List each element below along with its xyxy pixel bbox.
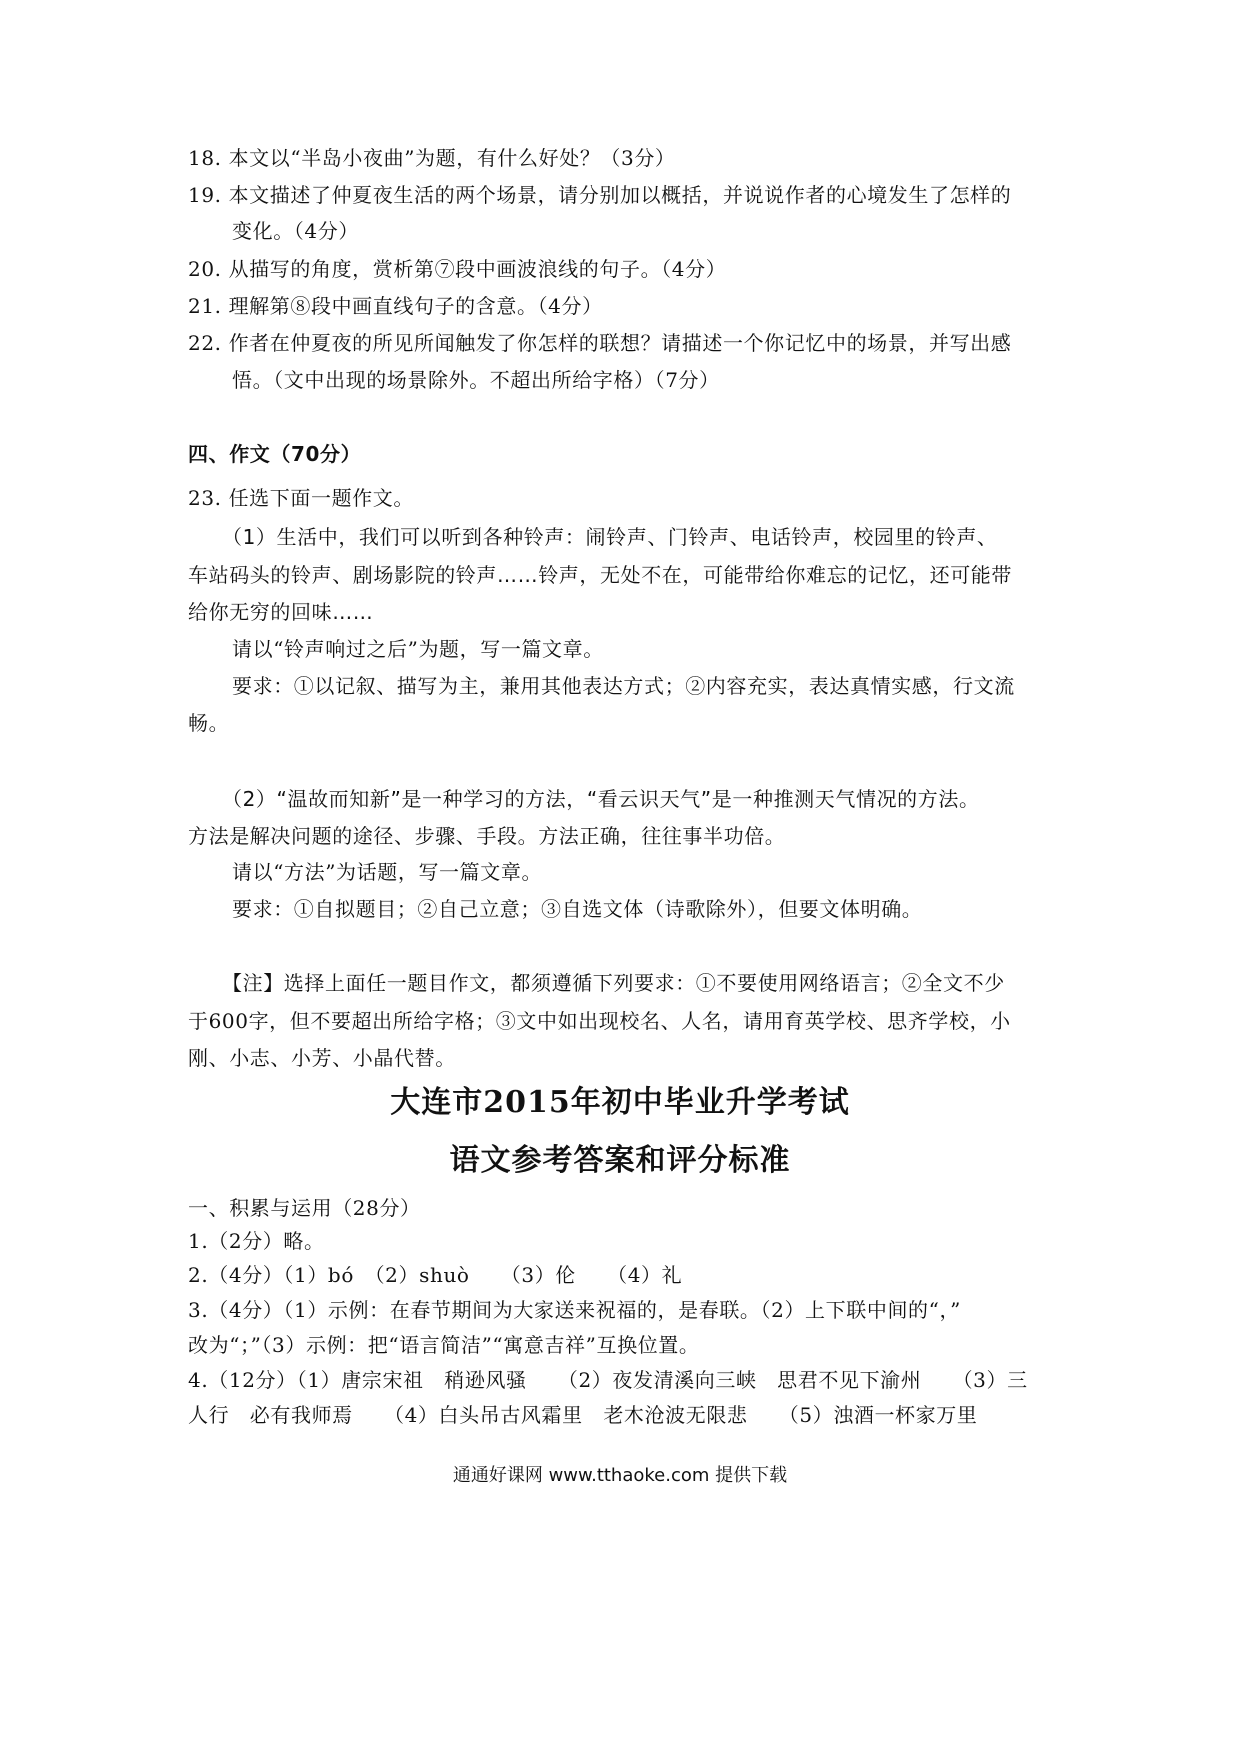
option-2-prompt: 请以“方法”为话题，写一篇文章。 xyxy=(232,860,543,884)
option-1-line-3: 给你无穷的回味…… xyxy=(188,600,374,624)
option-2-line-1: （2）“温故而知新”是一种学习的方法，“看云识天气”是一种推测天气情况的方法。 xyxy=(222,787,980,811)
question-21: 21. 理解第⑧段中画直线句子的含意。（4分） xyxy=(188,294,603,318)
option-1-line-2: 车站码头的铃声、剧场影院的铃声……铃声，无处不在，可能带给你难忘的记忆，还可能带 xyxy=(188,563,1012,587)
answer-1: 1.（2分）略。 xyxy=(188,1229,325,1253)
answer-3-line-2: 改为“；”（3）示例：把“语言简洁”“寓意吉祥”互换位置。 xyxy=(188,1333,700,1357)
option-2-line-2: 方法是解决问题的途径、步骤、手段。方法正确，往往事半功倍。 xyxy=(188,824,786,848)
answer-4-line-2: 人行 必有我师焉 （4）白头吊古风霜里 老木沧波无限悲 （5）浊酒一杯家万里 xyxy=(188,1403,978,1427)
option-1-line-1: （1）生活中，我们可以听到各种铃声：闹铃声、门铃声、电话铃声，校园里的铃声、 xyxy=(222,525,998,549)
note-line-2: 于600字，但不要超出所给字格；③文中如出现校名、人名，请用育英学校、思齐学校，小 xyxy=(188,1009,1011,1033)
question-18: 18. 本文以“半岛小夜曲”为题，有什么好处？（3分） xyxy=(188,146,676,170)
answer-3-line-1: 3.（4分）（1）示例：在春节期间为大家送来祝福的，是春联。（2）上下联中间的“，” xyxy=(188,1298,961,1322)
answer-title: 大连市2015年初中毕业升学考试 xyxy=(390,1085,850,1120)
question-22-line-1: 22. 作者在仲夏夜的所见所闻触发了你怎样的联想？请描述一个你记忆中的场景，并写出感 xyxy=(188,331,1012,355)
question-22-line-2: 悟。（文中出现的场景除外。不超出所给字格）（7分） xyxy=(232,368,720,392)
option-1-requirement-line-1: 要求：①以记叙、描写为主，兼用其他表达方式；②内容充实，表达真情实感，行文流 xyxy=(232,674,1015,698)
question-19-line-2: 变化。（4分） xyxy=(232,219,359,243)
option-1-requirement-line-2: 畅。 xyxy=(188,711,230,735)
option-2-requirement: 要求：①自拟题目；②自己立意；③自选文体（诗歌除外），但要文体明确。 xyxy=(232,897,923,921)
question-19-line-1: 19. 本文描述了仲夏夜生活的两个场景，请分别加以概括，并说说作者的心境发生了怎样的 xyxy=(188,183,1012,207)
composition-heading: 四、作文（70分） xyxy=(188,442,362,466)
answer-subtitle: 语文参考答案和评分标准 xyxy=(449,1143,791,1178)
answer-section-1-heading: 一、积累与运用（28分） xyxy=(188,1196,421,1220)
download-footer: 通通好课网 www.tthaoke.com 提供下载 xyxy=(452,1465,788,1486)
question-20: 20. 从描写的角度，赏析第⑦段中画波浪线的句子。（4分） xyxy=(188,257,727,281)
answer-4-line-1: 4.（12分）（1）唐宗宋祖 稍逊风骚 （2）夜发清溪向三峡 思君不见下渝州 （3）三 xyxy=(188,1368,1028,1392)
option-1-prompt: 请以“铃声响过之后”为题，写一篇文章。 xyxy=(232,637,604,661)
answer-2: 2.（4分）（1）bó （2）shuò （3）伦 （4）礼 xyxy=(188,1263,683,1287)
note-line-1: 【注】选择上面任一题目作文，都须遵循下列要求：①不要使用网络语言；②全文不少 xyxy=(222,971,1005,995)
note-line-3: 刚、小志、小芳、小晶代替。 xyxy=(188,1046,456,1070)
question-23: 23. 任选下面一题作文。 xyxy=(188,486,414,510)
